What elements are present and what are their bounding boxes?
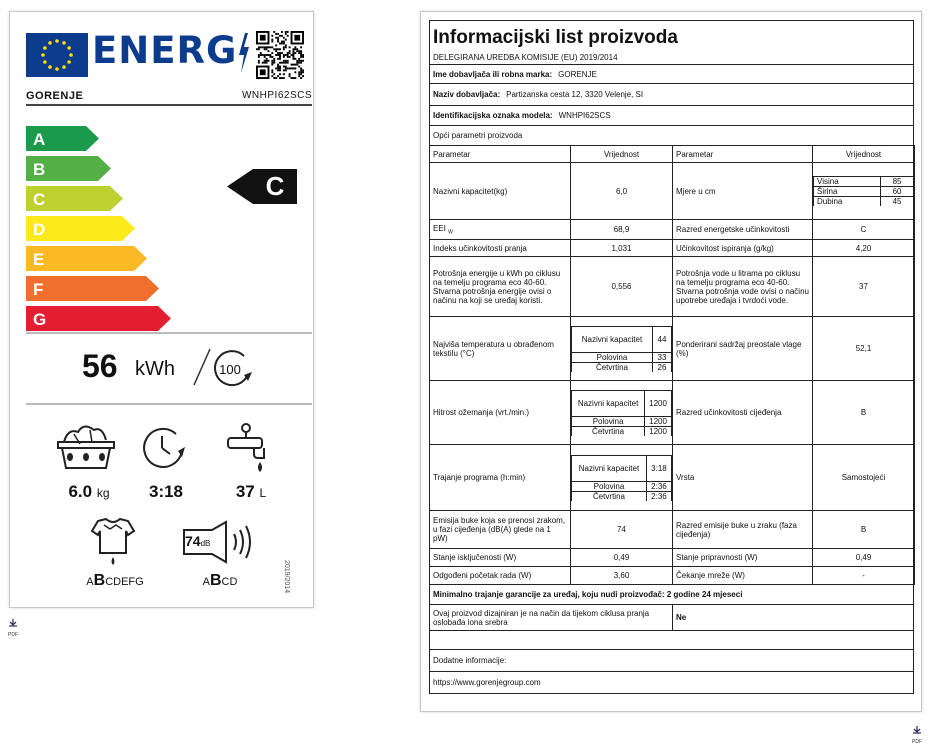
param-label: Trajanje programa (h:min) [430,445,571,511]
load-label: Polovina [572,481,647,491]
spin-scale-prefix: A [86,576,94,588]
noise-unit: dB [200,539,211,548]
model-label: Identifikacijska oznaka modela: [433,111,553,120]
class-letter: D [33,220,46,239]
param-label: Indeks učinkovitosti pranja [430,240,571,257]
param-label: Mjere u cm [673,163,813,220]
water-value [226,482,276,502]
param-value: 0,49 [571,549,673,567]
supplier-address-label: Naziv dobavljača: [433,90,501,99]
param-value: B [813,381,915,445]
model-value: WNHPI62SCS [558,111,611,120]
eu-star-icon [48,41,52,45]
table-row [430,445,915,511]
param-label: Nazivni kapacitet(kg) [430,163,571,220]
dim-label: Visina [814,177,881,187]
class-letter: B [33,160,46,179]
noise-scale-suffix: CD [221,576,238,588]
table-row [430,549,915,567]
load-label: Nazivni kapacitet [572,455,647,481]
spin-speed-table [571,390,672,436]
param-label: Razred učinkovitosti cijeđenja [673,381,813,445]
table-row [430,240,915,257]
spin-speed-value: 1200 [645,390,672,416]
class-bar-fill [26,276,159,301]
supplier-name-value: GORENJE [558,69,597,79]
class-bar-d [26,216,136,241]
spin-class-scale [70,572,160,590]
eu-flag-icon [26,33,88,77]
slash-divider [190,347,212,387]
param-value: Samostojeći [813,445,915,511]
eu-star-icon [43,46,47,50]
supplier-address-value: Partizanska cesta 12, 3320 Velenje, SI [506,90,644,99]
param-value: 4,20 [813,240,915,257]
max-temp-value: 33 [652,352,671,362]
param-label: Emisija buke koja se prenosi zrakom, u fazi cijeđenja (dB(A) glede na 1 pW) [430,511,571,549]
param-value: B [813,511,915,549]
noise-scale-prefix: A [202,576,210,588]
spin-speed-value: 1200 [645,416,672,426]
noise-value [185,533,210,549]
dim-value: 45 [881,197,914,207]
divider [26,332,312,334]
class-bar-c [26,186,124,211]
max-temp-value: 44 [652,326,671,352]
divider [26,403,312,405]
table-row [430,163,915,220]
eu-star-icon [62,65,66,69]
class-bar-f [26,276,160,301]
column-header: Vrijednost [571,146,673,163]
param-label: Ponderirani sadržaj preostale vlage (%) [673,317,813,381]
param-label: Potrošnja vode u litrama po ciklusu na temelju programa eco 40-60. Stvarna potrošnja vode ovisi o načinu upotrebe uređaja i tvrdoći vode. [673,257,813,317]
eu-star-icon [48,65,52,69]
capacity-unit: kg [96,486,110,500]
param-value: 1,031 [571,240,673,257]
pdf-label: PDF [8,632,18,638]
energy-label-header [26,31,308,85]
duration-table [571,455,672,501]
load-label: Nazivni kapacitet [572,326,653,352]
param-label: Učinkovitost ispiranja (g/kg) [673,240,813,257]
column-header: Parametar [430,146,571,163]
supplier-name-row [430,65,913,84]
column-header: Parametar [673,146,813,163]
qr-code [256,31,304,79]
param-value: 52,1 [813,317,915,381]
duration-value: 2:36 [646,491,671,501]
spin-scale-class: B [93,572,106,589]
eei-subscript: W [448,229,453,236]
param-label [430,220,571,240]
spin-efficiency-icon [90,517,136,567]
dimensions-table [813,176,914,206]
warranty-row [430,585,913,605]
eu-star-icon [69,53,73,57]
table-row [430,317,915,381]
laundry-basket-icon [54,420,118,472]
general-params-heading [430,126,913,145]
param-value: 0,556 [571,257,673,317]
duration-value: 3:18 [646,455,671,481]
param-label: Hitrost ožemanja (vrt./min.) [430,381,571,445]
class-bar-g [26,306,172,331]
capacity-number: 6.0 [68,482,93,501]
energy-label [9,11,314,608]
class-bar-b [26,156,112,181]
dim-label: Dubina [814,197,881,207]
eu-star-icon [55,67,59,71]
silver-ion-label: Ovaj proizvod dizajniran je na način da tijekom ciklusa pranja oslobađa iona srebra [430,605,673,630]
param-label: Razred emisije buke u zraku (faza cijeđenja) [673,511,813,549]
param-value: 3,60 [571,567,673,585]
param-label: Najviša temperatura u obrađenom tekstilu (°C) [430,317,571,381]
param-value: 0,49 [813,549,915,567]
eu-star-icon [67,60,71,64]
download-arrow-icon [912,726,922,734]
energy-consumption-value: 56 [82,348,118,384]
param-value: 37 [813,257,915,317]
supplier-name-label: Ime dobavljača ili robna marka: [433,69,553,79]
eu-star-icon [62,41,66,45]
download-pdf-icon[interactable] [8,614,18,638]
param-value: C [813,220,915,240]
eu-star-icon [67,46,71,50]
dim-label: Širina [814,187,881,197]
param-value: - [813,567,915,585]
table-row [430,567,915,585]
spin-scale-suffix: CDEFG [105,576,144,588]
url-row [430,672,913,693]
dim-value: 60 [881,187,914,197]
noise-scale-class: B [209,572,222,589]
class-letter: E [33,250,45,269]
class-letter: G [33,310,47,329]
pdf-label: PDF [912,739,922,745]
table-row [430,511,915,549]
param-label: Odgođeni početak rada (W) [430,567,571,585]
sheet-subtitle: DELEGIRANA UREDBA KOMISIJE (EU) 2019/2014 [430,51,913,65]
silver-ion-value: Ne [676,613,687,622]
duration-value: 2:36 [646,481,671,491]
silver-ion-row [430,605,913,631]
spin-speed-value: 1200 [645,426,672,436]
load-label: Nazivni kapacitet [572,390,645,416]
brand-name: GORENJE [26,90,84,102]
eu-star-icon [43,60,47,64]
class-letter: F [33,280,44,299]
class-letter: C [33,190,46,209]
additional-info-label: Dodatne informacije: [433,656,507,665]
table-row [430,257,915,317]
table-row [430,381,915,445]
dim-value: 85 [881,177,914,187]
max-temp-table [571,326,672,372]
cycles-value: 100 [219,362,241,377]
duration-value: 3:18 [148,482,184,501]
param-value: 68,9 [571,220,673,240]
dimensions-cell [813,163,915,220]
param-value: 6,0 [571,163,673,220]
model-id: WNHPI62SCS [241,90,312,101]
table-header-row [430,146,915,163]
class-letter: A [33,130,46,149]
eu-star-icon [41,53,45,57]
spin-speed-cell [571,381,673,445]
supplier-address-row [430,84,913,106]
max-temp-cell [571,317,673,381]
load-label: Polovina [572,416,645,426]
manufacturer-link[interactable]: https://www.gorenjegroup.com [433,678,541,687]
water-number: 37 [235,482,255,501]
general-params-label: Opći parametri proizvoda [433,131,523,140]
load-label: Četvrtina [572,491,647,501]
param-label: Stanje isključenosti (W) [430,549,571,567]
load-label: Četvrtina [572,426,645,436]
param-value: 74 [571,511,673,549]
param-label: Vrsta [673,445,813,511]
load-label: Četvrtina [572,362,653,372]
duration-cell [571,445,673,511]
column-header: Vrijednost [813,146,915,163]
supplier-row [26,90,312,106]
noise-number: 74 [185,533,201,549]
param-label: Razred energetske učinkovitosti [673,220,813,240]
energy-consumption-unit: kWh [135,358,175,380]
param-label: Čekanje mreže (W) [673,567,813,585]
eei-label: EEI [433,223,446,233]
product-information-sheet [420,11,922,712]
download-pdf-icon[interactable] [912,721,922,745]
table-row [430,220,915,240]
energy-logo-text: ENERG [92,29,238,72]
rated-class-letter: C [265,171,285,201]
class-bar-a [26,126,100,151]
noise-class-scale [185,572,255,590]
eu-star-icon [55,39,59,43]
load-label: Polovina [572,352,653,362]
sheet-title: Informacijski list proizvoda [433,27,678,48]
regulation-number: 2019/2014 [283,560,290,594]
param-label: Stanje pripravnosti (W) [673,549,813,567]
clock-icon [138,424,188,472]
capacity-value [54,482,124,502]
parameters-table [429,145,915,585]
max-temp-value: 26 [652,362,671,372]
lightning-icon [238,33,250,73]
model-row [430,106,913,126]
warranty-text: Minimalno trajanje garancije za uređaj, koju nudi proizvođač: 2 godine 24 mjeseci [433,590,743,599]
blank-row [430,631,913,650]
class-bar-fill [26,306,171,331]
class-bar-e [26,246,148,271]
water-tap-icon [222,422,272,474]
additional-info-row [430,650,913,672]
download-arrow-icon [8,619,18,627]
water-unit: L [259,486,267,500]
param-label: Potrošnja energije u kWh po ciklusu na temelju programa eco 40-60. Stvarna potrošnja energije ovisi o načinu na koji se uređaj koristi. [430,257,571,317]
sheet-frame [429,20,914,694]
